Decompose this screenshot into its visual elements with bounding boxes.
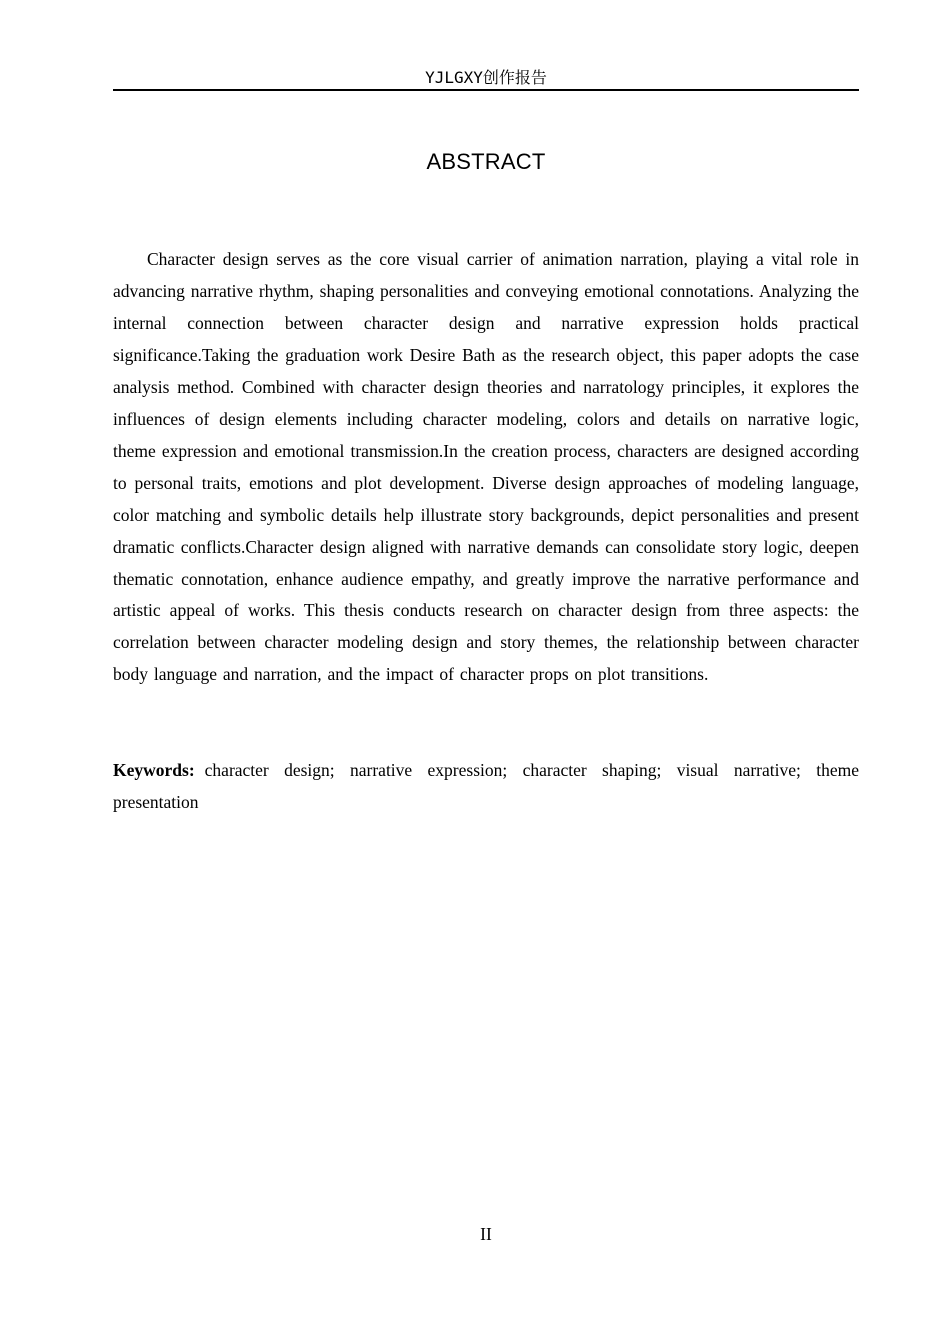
abstract-title: ABSTRACT [426,149,546,174]
keywords-paragraph [113,755,859,819]
header-divider [113,89,859,91]
keywords-value: character design; narrative expression; character shaping; visual narrative; theme presentation [113,760,859,812]
abstract-body: Character design serves as the core visual carrier of animation narration, playing a vital role in advancing narrative rhythm, shaping personalities and conveying emotional connotations. Analyzing the internal connection between character design and narrative expression holds practical significance.Taking the graduation work Desire Bath as the research object, this paper adopts the case analysis method. Combined with character design theories and narratology principles, it explores the influences of design elements including character modeling, colors and details on narrative logic, theme expression and emotional transmission.In the creation process, characters are designed according to personal traits, emotions and plot development. Diverse design approaches of modeling language, color matching and symbolic details help illustrate story backgrounds, depict personalities and present dramatic conflicts.Character design aligned with narrative demands can consolidate story logic, deepen thematic connotation, enhance audience empathy, and greatly improve the narrative performance and artistic appeal of works. This thesis conducts research on character design from three aspects: the correlation between character modeling design and story themes, the relationship between character body language and narration, and the impact of character props on plot transitions. [113,249,859,685]
keywords-label: Keywords: [113,760,195,780]
running-header: YJLGXY创作报告 [425,68,547,87]
page-number: II [480,1224,492,1244]
